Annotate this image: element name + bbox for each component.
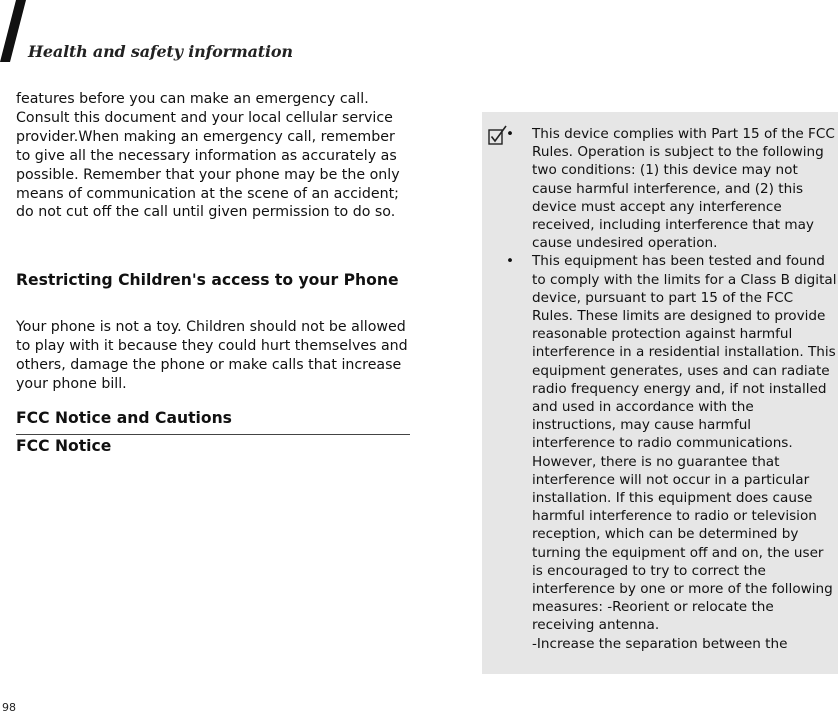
- note-item-part15: [500, 125, 838, 252]
- fcc-notice-cautions-heading: FCC Notice and Cautions: [16, 408, 410, 435]
- emergency-call-paragraph: features before you can make an emergency call. Consult this document and your local cellular service provider.When making an emergency call, remember to give all the necessary information as accurately as possible. Remember that your phone may be the only means of communication at the scene of an accident; do not cut off the call until given permission to do so.: [16, 91, 400, 221]
- note-item-last-line: -Increase the separation between the: [532, 635, 788, 652]
- header-accent-bar: [0, 0, 28, 62]
- fcc-note-box: [482, 112, 838, 674]
- page-header-title: Health and safety information: [28, 42, 293, 61]
- note-item-text-1: This device complies with Part 15 of the FCC Rules. Operation is subject to the following two conditions: (1) this device may not cause harmful interference, and (2) this device must accept any interference received, including interference that may cause undesired operation.: [532, 126, 835, 252]
- bullet-1: •: [506, 126, 515, 142]
- fcc-notice-subheading: FCC Notice: [16, 437, 112, 455]
- page-number: 98: [2, 701, 16, 714]
- bullet-2: •: [506, 253, 515, 270]
- restricting-children-heading: Restricting Children's access to your Phone: [16, 271, 399, 289]
- left-column: [16, 90, 410, 455]
- note-item-text-2: This equipment has been tested and found to comply with the limits for a Class B digital device, pursuant to part 15 of the FCC Rules. These limits are designed to provide reasonable protection against harmful interference in a residential installation. This equipment generates, uses and can radiate radio frequency energy and, if not installed and used in accordance with the instructions, may cause harmful interference to radio communications. However, there is no guarantee that interference will not occur in a particular installation. If this equipment does cause harmful interference to radio or television reception, which can be determined by turning the equipment off and on, the user is encouraged to try to correct the interference by one or more of the following measures: -Reorient or relocate the receiving antenna.: [532, 253, 837, 634]
- restricting-children-paragraph: Your phone is not a toy. Children should not be allowed to play with it because they could hurt themselves and others, damage the phone or make calls that increase your phone bill.: [16, 319, 408, 392]
- note-item-class-b: [500, 252, 838, 634]
- note-content: [500, 125, 838, 653]
